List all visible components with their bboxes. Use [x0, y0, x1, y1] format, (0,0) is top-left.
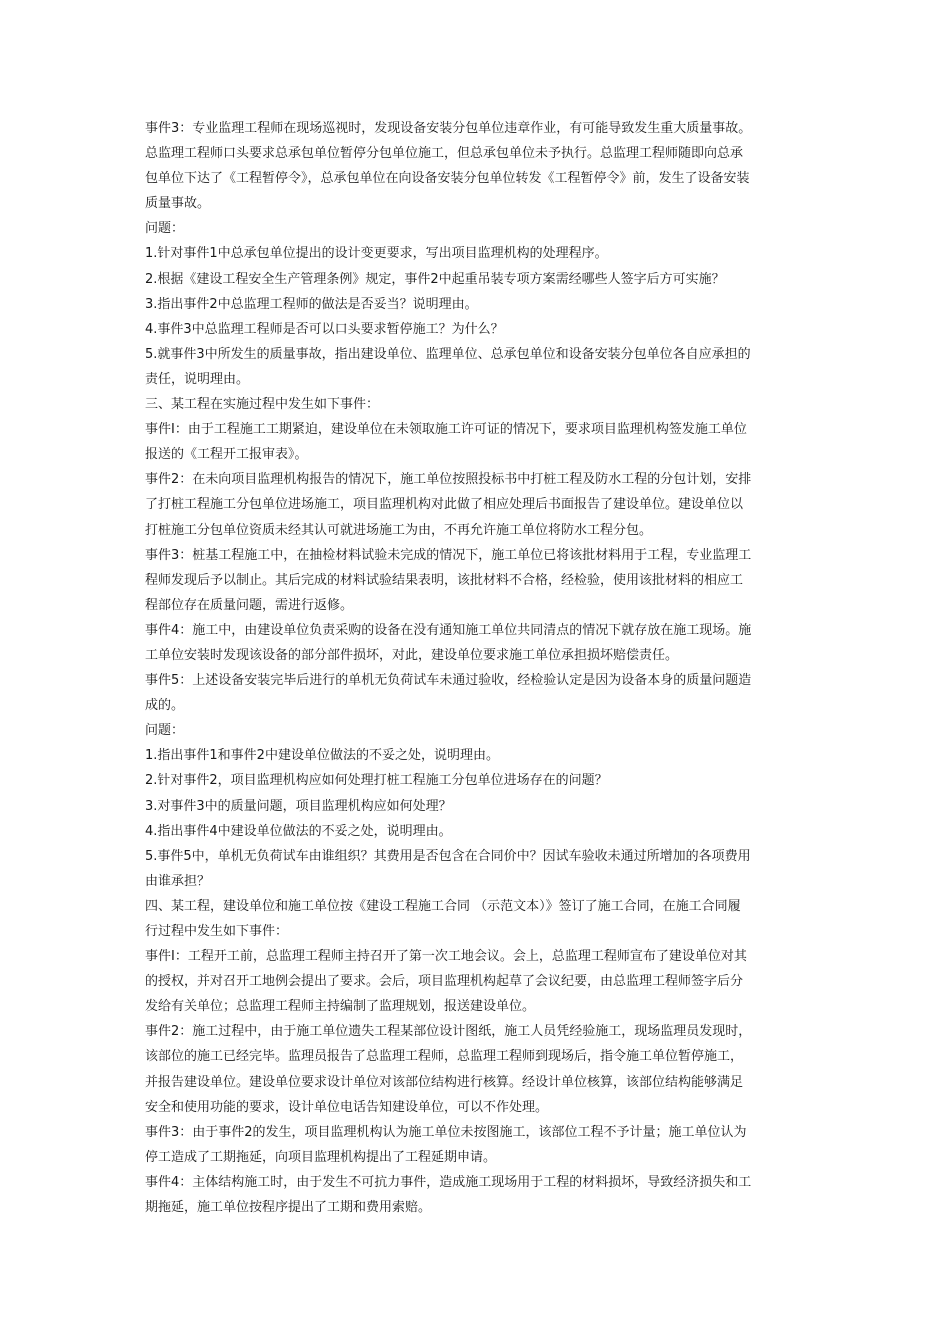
text-line: 5.事件5中，单机无负荷试车由谁组织？其费用是否包含在合同价中？因试车验收未通过所增加的各项费用 — [145, 848, 751, 864]
text-line: 事件2：在未向项目监理机构报告的情况下，施工单位按照投标书中打桩工程及防水工程的分包计划，安排 — [145, 472, 752, 488]
paragraph — [145, 467, 815, 542]
text-line: 事件2：施工过程中，由于施工单位遗失工程某部位设计图纸，施工人员凭经验施工，现场监理员发现时， — [145, 1024, 752, 1040]
text-line: 报送的《工程开工报审表》。 — [145, 447, 308, 463]
text-line: 事件3：由于事件2的发生，项目监理机构认为施工单位未按图施工，该部位工程不予计量；施工单位认为 — [145, 1124, 747, 1140]
text-line: 1.指出事件1和事件2中建设单位做法的不妥之处，说明理由。 — [145, 748, 499, 764]
text-line: 成的。 — [145, 698, 185, 714]
text-line: 4.指出事件4中建设单位做法的不妥之处，说明理由。 — [145, 823, 452, 839]
text-line: 并报告建设单位。建设单位要求设计单位对该部位结构进行核算。经设计单位核算，该部位结构能够满足 — [145, 1074, 744, 1090]
paragraph — [145, 894, 815, 944]
paragraph — [145, 1120, 815, 1170]
text-line: 事件Ⅰ：由于工程施工工期紧迫，建设单位在未领取施工许可证的情况下，要求项目监理机构签发施工单位 — [145, 422, 747, 438]
paragraph — [145, 1019, 815, 1119]
text-line: 的授权，并对召开工地例会提出了要求。会后，项目监理机构起草了会议纪要，由总监理工程师签字后分 — [145, 974, 744, 990]
paragraph — [145, 618, 815, 668]
text-line: 程师发现后予以制止。其后完成的材料试验结果表明，该批材料不合格，经检验，使用该批材料的相应工 — [145, 572, 744, 588]
text-line: 包单位下达了《工程暂停令》，总承包单位在向设备安装分包单位转发《工程暂停令》前，发生了设备安装 — [145, 171, 750, 187]
paragraph — [145, 392, 815, 417]
text-line: 问题： — [145, 723, 185, 739]
text-line: 打桩施工分包单位资质未经其认可就进场施工为由，不再允许施工单位将防水工程分包。 — [145, 522, 653, 538]
text-line: 事件5：上述设备安装完毕后进行的单机无负荷试车未通过验收，经检验认定是因为设备本身的质量问题造 — [145, 673, 752, 689]
text-line: 1.针对事件1中总承包单位提出的设计变更要求，写出项目监理机构的处理程序。 — [145, 246, 608, 262]
text-line: 3.对事件3中的质量问题，项目监理机构应如何处理？ — [145, 798, 452, 814]
paragraph — [145, 768, 815, 793]
text-line: 问题： — [145, 221, 185, 237]
paragraph — [145, 1170, 815, 1220]
paragraph — [145, 116, 815, 216]
text-line: 三、某工程在实施过程中发生如下事件： — [145, 397, 380, 413]
text-line: 停工造成了工期拖延，向项目监理机构提出了工程延期申请。 — [145, 1149, 497, 1165]
text-line: 4.事件3中总监理工程师是否可以口头要求暂停施工？为什么？ — [145, 321, 504, 337]
text-line: 安全和使用功能的要求，设计单位电话告知建设单位，可以不作处理。 — [145, 1099, 549, 1115]
text-line: 质量事故。 — [145, 196, 211, 212]
paragraph — [145, 844, 815, 894]
text-line: 3.指出事件2中总监理工程师的做法是否妥当？说明理由。 — [145, 296, 478, 312]
paragraph — [145, 794, 815, 819]
paragraph — [145, 668, 815, 718]
paragraph — [145, 819, 815, 844]
text-line: 事件3：专业监理工程师在现场巡视时，发现设备安装分包单位违章作业，有可能导致发生重大质量事故。 — [145, 121, 752, 136]
paragraph — [145, 216, 815, 241]
paragraph — [145, 417, 815, 467]
text-line: 工单位安装时发现该设备的部分部件损坏，对此，建设单位要求施工单位承担损坏赔偿责任。 — [145, 647, 679, 663]
text-line: 责任，说明理由。 — [145, 371, 250, 387]
text-line: 行过程中发生如下事件： — [145, 924, 289, 939]
text-line: 该部位的施工已经完毕。监理员报告了总监理工程师，总监理工程师到现场后，指令施工单位暂停施工， — [145, 1049, 744, 1065]
paragraph — [145, 543, 815, 618]
paragraph — [145, 743, 815, 768]
text-line: 由谁承担？ — [145, 873, 211, 889]
paragraph — [145, 292, 815, 317]
paragraph — [145, 317, 815, 342]
text-line: 5.就事件3中所发生的质量事故，指出建设单位、监理单位、总承包单位和设备安装分包单位各自应承担的 — [145, 346, 751, 362]
paragraph — [145, 718, 815, 743]
paragraph — [145, 267, 815, 292]
paragraph — [145, 342, 815, 392]
paragraph — [145, 241, 815, 266]
text-line: 发给有关单位；总监理工程师主持编制了监理规划，报送建设单位。 — [145, 999, 536, 1015]
text-line: 四、某工程，建设单位和施工单位按《建设工程施工合同 （示范文本）》签订了施工合同，在施工合同履 — [145, 898, 741, 914]
text-line: 总监理工程师口头要求总承包单位暂停分包单位施工，但总承包单位未予执行。总监理工程师随即向总承 — [145, 146, 744, 162]
text-line: 事件4：主体结构施工时，由于发生不可抗力事件，造成施工现场用于工程的材料损坏，导致经济损失和工 — [145, 1174, 752, 1190]
text-line: 事件Ⅰ：工程开工前，总监理工程师主持召开了第一次工地会议。会上，总监理工程师宣布了建设单位对其 — [145, 949, 747, 965]
text-line: 事件4：施工中，由建设单位负责采购的设备在没有通知施工单位共同清点的情况下就存放在施工现场。施 — [145, 622, 752, 638]
text-line: 期拖延，施工单位按程序提出了工期和费用索赔。 — [145, 1200, 432, 1216]
text-line: 程部位存在质量问题，需进行返修。 — [145, 597, 354, 613]
text-line: 2.针对事件2，项目监理机构应如何处理打桩工程施工分包单位进场存在的问题？ — [145, 773, 608, 789]
text-line: 事件3：桩基工程施工中，在抽检材料试验未完成的情况下，施工单位已将该批材料用于工程，专业监理工 — [145, 547, 752, 563]
text-line: 2.根据《建设工程安全生产管理条例》规定，事件2中起重吊装专项方案需经哪些人签字后方可实施？ — [145, 271, 725, 287]
document-body — [145, 116, 815, 1220]
paragraph — [145, 944, 815, 1019]
text-line: 了打桩工程施工分包单位进场施工，项目监理机构对此做了相应处理后书面报告了建设单位。建设单位以 — [145, 497, 744, 513]
